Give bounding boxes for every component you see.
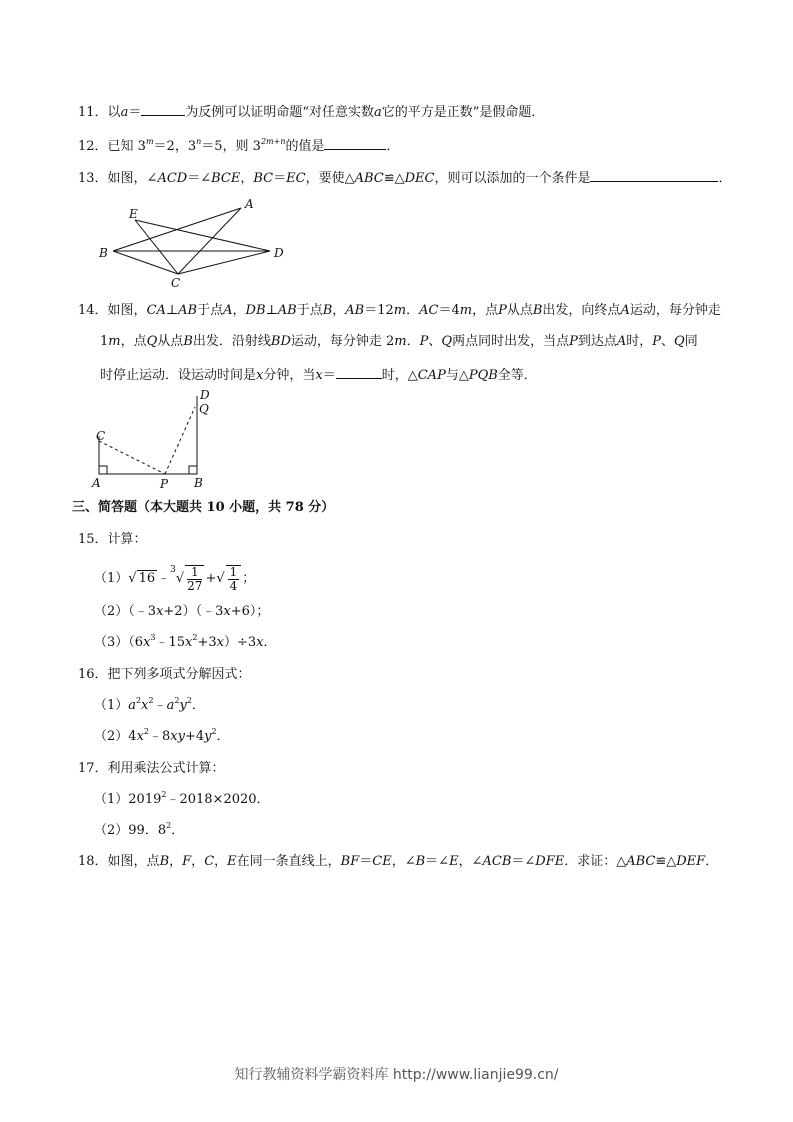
q14-t: ＝12 [364,303,394,318]
q11-var: a [120,105,129,120]
exponent: 2 [174,696,180,705]
q18-t: 在同一条直线上， [236,854,341,869]
var-x: x [223,604,231,619]
q11-number: 11． [78,105,108,120]
q18-t: ． [705,854,719,869]
fig13-segment-ca [178,208,241,274]
q14-a: A [616,334,627,349]
q18-e: E [449,854,459,869]
fig14-label-c: C [96,429,106,443]
q17-title: 利用乘法公式计算： [107,761,225,776]
q13-acd: ACD [157,171,188,186]
q14-m: m [108,334,121,349]
q12-end: ． [386,139,400,154]
q18-bf: BF [340,854,360,869]
q14-q: Q [674,334,685,349]
question-17 [78,760,225,778]
q13-answer-blank[interactable] [590,168,718,182]
q14-t: ＝ [322,368,336,383]
q12-text2: ＝2，3 [153,139,197,154]
var-x: x [136,729,144,744]
q14-t: ＝4 [438,303,460,318]
q14-ab2: AB [277,303,297,318]
q11-text2: 为反例可以证明命题“对任意实数 [185,105,374,120]
q14-t: ， [232,303,246,318]
q17-p1-label: （1） [94,792,129,807]
q15-p2-label: （2） [94,604,129,619]
q14-b: B [183,334,193,349]
q14-p: P [569,334,578,349]
expr: ． [263,635,277,650]
q14-t: ，点 [472,303,499,318]
q12-answer-blank[interactable] [324,136,386,150]
q14-p: P [419,334,429,349]
q14-b1: B [322,303,333,318]
exponent: 2 [166,821,172,830]
q18-dfe: DFE [535,854,565,869]
exponent: 2 [186,696,192,705]
q14-t: 时， [626,334,653,349]
q14-t: 时，△ [381,368,418,383]
footer-watermark: 知行教辅资料学霸资料库 http://www.lianjie99.cn/ [234,1067,559,1083]
q14-ab3: AB [345,303,365,318]
q12-exp-m: m [145,137,154,146]
q14-t: ，点 [120,334,147,349]
q15-number: 15． [78,532,108,547]
q13-ec: EC [286,171,306,186]
q14-t: 到达点 [577,334,617,349]
q17-part-2 [94,822,184,840]
q18-f: F [182,854,192,869]
exponent: 2 [211,727,217,736]
q14-cap: CAP [417,368,446,383]
q14-t: 出发，向终点 [542,303,621,318]
expr: ． [191,698,205,713]
q14-t: 从点 [157,334,184,349]
expr: ． [171,823,185,838]
q15-p3-label: （3） [94,635,129,650]
q12-exp-n: n [196,137,202,146]
q18-t: ．求证：△ [564,854,627,869]
fig14-label-q: Q [199,402,209,416]
q14-m: m [393,303,407,318]
fig14-label-d: D [200,388,210,402]
q18-t: ＝ [359,854,373,869]
fig14-right-angle-b [189,466,197,474]
question-18 [78,853,718,871]
q14-perp2: ⊥ [265,303,278,318]
var-a: a [128,698,137,713]
q12-text4: 的值是 [285,139,325,154]
q15-p1-label: （1） [94,571,129,586]
q16-part-1 [94,697,205,715]
question-14-line1 [78,302,721,320]
q14-a1: A [223,303,233,318]
q14-ca: CA [146,303,166,318]
q18-t: ＝∠ [511,854,536,869]
q14-t: 从点 [506,303,533,318]
fig14-dashed-pq [165,407,195,474]
q14-t: 同 [684,334,698,349]
q18-t: ， [214,854,228,869]
expr: （﹣3 [128,604,157,619]
q13-c2: ，要使△ [305,171,355,186]
frac-denominator: 27 [187,578,203,593]
q14-p: P [652,334,661,349]
q18-ce: CE [372,854,392,869]
section-3-heading: 三、简答题（本大题共 10 小题，共 78 分） [72,500,335,515]
expr: （6 [128,635,144,650]
fig13-label-e: E [129,207,138,221]
q12-text: 已知 3 [107,139,146,154]
q15-p1-cube-index: 3 [170,565,176,575]
exponent: 3 [150,633,156,642]
q11-eq: ＝ [128,105,142,120]
q18-t: ， [169,854,183,869]
expr: +2）（﹣3 [163,604,224,619]
expr: ﹣ [153,698,167,713]
expr: +3 [197,635,217,650]
q14-t: ． [406,334,420,349]
q14-t: 于点 [197,303,224,318]
q16-number: 16． [78,667,108,682]
q15-title: 计算： [107,532,147,547]
q13-text: 如图，∠ [107,171,158,186]
q14-x: x [256,368,264,383]
q14-q: Q [441,334,453,349]
fig14-label-p: P [160,477,169,491]
q17-number: 17． [78,761,108,776]
fig14-label-a: A [92,476,101,490]
question-16 [78,666,251,684]
q18-t: ≌△ [655,854,677,869]
q18-def: DEF [676,854,706,869]
q18-c: C [204,854,215,869]
q14-t: 分钟，当 [263,368,316,383]
q16-part-2 [94,728,230,746]
question-14-line3 [100,365,537,385]
q17-part-1 [94,791,270,809]
expr: ﹣2018×2020． [166,792,270,807]
q14-number: 14． [78,303,108,318]
sqrt-16: √ 16 [128,571,156,586]
q15-p1-frac2 [226,565,242,593]
var-a: a [166,698,175,713]
q13-eq2: ＝ [273,171,287,186]
q14-b: B [532,303,543,318]
q13-dec: DEC [404,171,435,186]
q14-m: m [459,303,473,318]
expr: ． [216,729,230,744]
q15-p1-frac1 [185,565,204,593]
expr: +4 [184,729,205,744]
exponent: 2 [161,790,167,799]
exponent: 2 [148,696,154,705]
frac-denominator: 4 [229,578,238,593]
q18-number: 18． [78,854,108,869]
q15-p1-plus: + [205,571,217,586]
exponent: 2 [192,633,198,642]
exponent: 2 [143,727,149,736]
fig13-segment-cd [178,251,270,274]
q14-t: 与△ [445,368,469,383]
q12-number: 12． [78,139,108,154]
fig14-label-b: B [194,476,203,490]
q14-t: 全等． [497,368,537,383]
q14-t: 如图， [107,303,147,318]
cbrt-fraction: √ $\frac{1}{27}$ [175,564,203,593]
var-y: y [204,729,212,744]
q13-end: ． [718,171,732,186]
var-x: x [216,635,224,650]
q11-text: 以 [107,105,121,120]
figure-14 [88,388,218,492]
q18-abc: ABC [626,854,656,869]
q13-bc: BC [253,171,274,186]
q14-p: P [498,303,507,318]
question-11 [78,102,544,122]
q13-cong: ≌△ [383,171,405,186]
question-15 [78,531,147,549]
expr: +6）； [230,604,270,619]
q11-answer-blank[interactable] [141,102,185,116]
var-x: x [185,635,193,650]
exponent: 2 [136,696,142,705]
q13-eq1: ＝∠ [187,171,212,186]
q14-t: 于点 [296,303,323,318]
q14-t: ． [406,303,420,318]
fig13-label-d: D [274,246,284,260]
q14-ac: AC [419,303,439,318]
fig14-right-angle-a [99,466,107,474]
q15-part-2 [94,603,269,621]
expr: ）÷3 [224,635,257,650]
q14-t: 1 [100,334,109,349]
q12-exp-2mn: 2m+n [260,137,286,146]
q18-t: ，∠ [458,854,483,869]
var-x: x [141,698,149,713]
q13-bce: BCE [211,171,241,186]
q14-t: ， [332,303,346,318]
sqrt-fraction: √ $\frac{1}{4}$ [216,571,242,586]
q14-x: x [315,368,323,383]
expr: ﹣8 [149,729,171,744]
q11-text3: 它的平方是正数”是假命题． [381,105,545,120]
q16-p2-label: （2） [94,729,129,744]
q17-p2-label: （2） [94,823,129,838]
q14-t: 运动，每分钟走 [629,303,721,318]
q14-perp1: ⊥ [165,303,179,318]
var-x: x [156,604,164,619]
expr: 99．8 [128,823,167,838]
q15-part-3 [94,634,277,652]
q18-b: B [415,854,426,869]
q15-part-1 [94,561,255,597]
q14-t: 两点同时出发，当点 [452,334,570,349]
q13-abc: ABC [354,171,384,186]
q14-pqb: PQB [468,368,498,383]
q12-text3: ＝5，则 3 [201,139,261,154]
frac-numerator: 1 [187,566,202,580]
fig13-label-a: A [245,197,254,211]
expr: 2019 [128,792,162,807]
q18-e: E [227,854,237,869]
question-12 [78,136,400,156]
question-14-line2 [100,333,698,351]
q18-t: ，∠ [391,854,416,869]
var-x: x [143,635,151,650]
q14-bd: BD [270,334,291,349]
q16-p1-label: （1） [94,698,129,713]
question-13 [78,168,732,188]
q14-answer-blank[interactable] [336,365,382,379]
q14-ab1: AB [178,303,198,318]
q18-t: ＝∠ [425,854,450,869]
expr: 4 [128,729,137,744]
expr: ﹣15 [155,635,186,650]
q18-t: ， [191,854,205,869]
var-x: x [256,635,264,650]
q14-t: 运动，每分钟走 2 [290,334,395,349]
q13-c1: ， [240,171,254,186]
q18-t: 如图，点 [107,854,160,869]
q14-t: 出发．沿射线 [192,334,271,349]
q14-q: Q [146,334,158,349]
q14-a: A [620,303,630,318]
q13-text2: ，则可以添加的一个条件是 [434,171,591,186]
frac-numerator: 1 [229,564,238,579]
q15-p1-radicand: 16 [138,571,156,586]
var-xy: xy [170,729,185,744]
q11-var2: a [374,105,382,120]
q14-t: 、 [661,334,675,349]
q14-t: 、 [428,334,442,349]
fig13-label-b: B [99,246,108,260]
fig14-dashed-cp [99,441,165,474]
figure-13 [95,196,295,288]
q13-number: 13． [78,171,108,186]
fig13-segment-ed [135,220,270,251]
q18-acb: ACB [482,854,512,869]
fig13-label-c: C [171,276,181,290]
var-y: y [179,698,187,713]
q15-p1-minus: ﹣ [157,571,171,586]
q18-b: B [159,854,170,869]
q15-p1-end: ； [242,571,256,586]
q14-db: DB [245,303,266,318]
q16-title: 把下列多项式分解因式： [107,667,251,682]
q14-t: 时停止运动．设运动时间是 [100,368,257,383]
q14-m: m [394,334,407,349]
